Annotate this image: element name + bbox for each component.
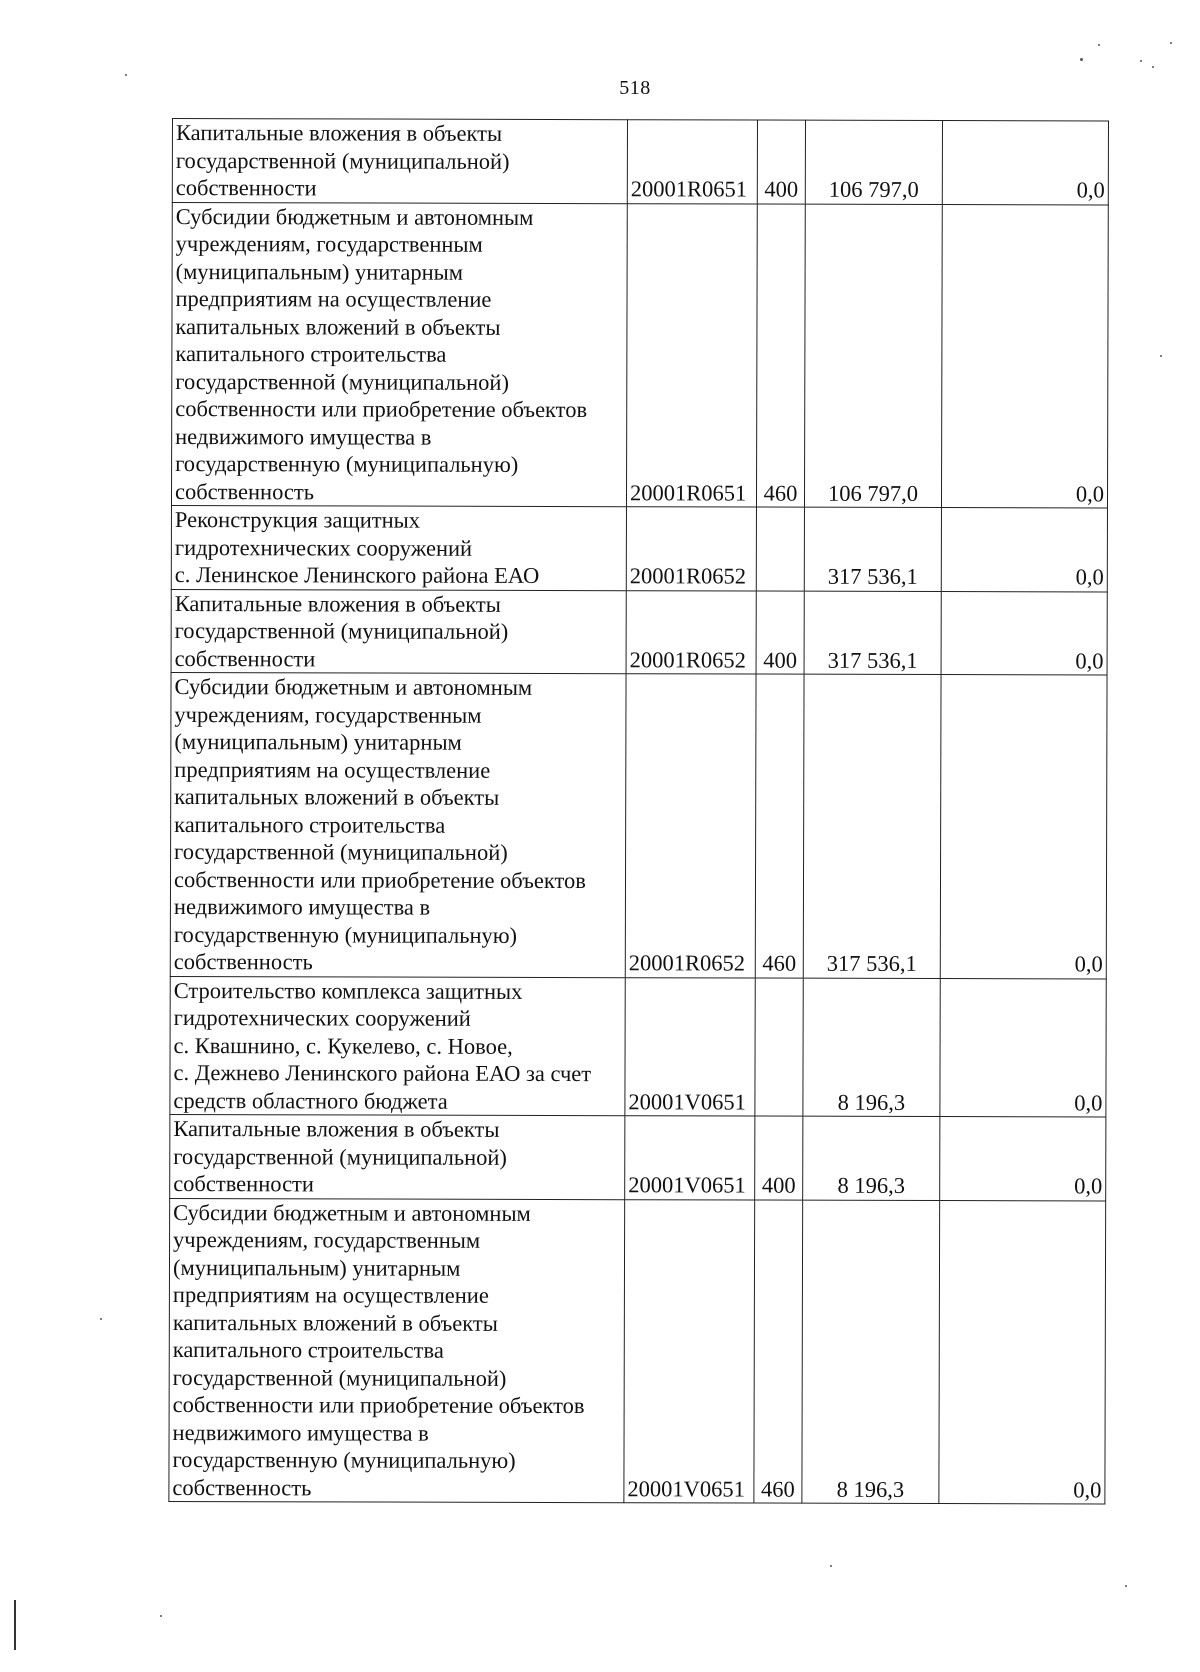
row-name-line: Субсидии бюджетным и автономным — [173, 1199, 531, 1226]
table-row — [170, 976, 1106, 1117]
table-row — [170, 1114, 1106, 1200]
budget-table-body — [169, 119, 1109, 1504]
row-name-cell — [171, 589, 626, 674]
amount-year-two: 0,0 — [941, 591, 1107, 675]
row-name-line: собственности — [175, 175, 317, 201]
row-name-line: Строительство комплекса защитных — [173, 977, 523, 1004]
row-name-cell — [169, 1198, 625, 1503]
amount-year-two: 0,0 — [942, 121, 1108, 205]
row-name-cell — [170, 1114, 625, 1199]
table-row — [169, 1198, 1106, 1504]
scan-speck — [1152, 66, 1154, 68]
row-name-line: капитальных вложений в объекты — [172, 1309, 498, 1336]
row-name-line: с. Дежнево Ленинского района ЕАО за счет — [173, 1060, 592, 1087]
row-name-cell — [172, 119, 627, 204]
expense-type-code: 400 — [755, 1116, 803, 1200]
table-row — [171, 589, 1107, 675]
row-name-line: государственной (муниципальной) — [174, 618, 509, 644]
scan-speck — [1140, 60, 1142, 62]
row-name-line: учреждениям, государственным — [174, 701, 482, 728]
target-article-code: 20001R0652 — [625, 674, 756, 978]
expense-type-code: 460 — [754, 1200, 803, 1504]
row-name-cell — [170, 976, 625, 1116]
row-name-line: государственной (муниципальной) — [172, 1364, 507, 1391]
row-name-line: гидротехнических сооружений — [174, 534, 473, 561]
row-name-line: собственности или приобретение объектов — [172, 1392, 585, 1419]
row-name-line: капитальных вложений в объекты — [175, 313, 501, 340]
expense-type-code: 460 — [755, 674, 804, 978]
row-name-line: предприятиям на осуществление — [172, 1282, 489, 1308]
row-name-line: государственную (муниципальную) — [175, 451, 519, 477]
scan-edge-mark — [14, 1600, 16, 1650]
target-article-code: 20001V0651 — [625, 977, 755, 1116]
row-name-line: собственность — [173, 949, 313, 975]
row-name-line: капитального строительства — [172, 1337, 444, 1363]
row-name-line: предприятиям на осуществление — [175, 286, 492, 312]
row-name-line: капитальных вложений в объекты — [174, 784, 500, 810]
amount-year-one: 8 196,3 — [802, 1200, 940, 1504]
amount-year-two: 0,0 — [940, 978, 1106, 1117]
row-name-line: (муниципальным) унитарным — [174, 729, 462, 755]
amount-year-two: 0,0 — [939, 1200, 1106, 1504]
expense-type-code — [756, 507, 804, 591]
row-name-line: (муниципальным) унитарным — [175, 258, 464, 285]
amount-year-one: 317 536,1 — [803, 674, 941, 978]
target-article-code: 20001V0651 — [625, 1116, 755, 1200]
row-name-line: Субсидии бюджетным и автономным — [175, 203, 534, 230]
amount-year-one: 106 797,0 — [804, 204, 942, 508]
scan-speck — [1125, 1585, 1127, 1587]
target-article-code: 20001R0651 — [626, 203, 757, 507]
budget-table — [168, 118, 1109, 1504]
row-name-line: предприятиям на осуществление — [174, 756, 491, 783]
target-article-code: 20001V0651 — [624, 1199, 755, 1503]
row-name-line: недвижимого имущества в — [175, 423, 432, 450]
row-name-line: учреждениям, государственным — [173, 1227, 481, 1253]
scan-speck — [1098, 44, 1100, 46]
row-name-line: (муниципальным) унитарным — [172, 1254, 461, 1281]
row-name-line: государственной (муниципальной) — [175, 368, 510, 395]
row-name-line: Капитальные вложения в объекты — [174, 590, 501, 617]
budget-table-sheet — [168, 118, 1108, 1504]
row-name-line: учреждениям, государственным — [175, 231, 483, 257]
amount-year-two: 0,0 — [941, 508, 1107, 592]
row-name-line: собственности — [174, 645, 316, 671]
scan-speck — [1080, 58, 1083, 61]
expense-type-code: 460 — [756, 204, 805, 508]
amount-year-two: 0,0 — [940, 1117, 1106, 1201]
scan-speck — [830, 1565, 832, 1567]
row-name-line: недвижимого имущества в — [172, 1419, 429, 1446]
row-name-line: гидротехнических сооружений — [173, 1005, 471, 1031]
table-row — [172, 119, 1108, 205]
amount-year-one: 317 536,1 — [804, 591, 941, 675]
row-name-line: средств областного бюджета — [173, 1087, 448, 1114]
row-name-line: государственную (муниципальную) — [173, 921, 518, 948]
target-article-code: 20001R0652 — [626, 507, 756, 591]
row-name-line: с. Ленинское Ленинского района ЕАО — [174, 562, 540, 588]
target-article-code: 20001R0652 — [626, 590, 756, 674]
row-name-line: Субсидии бюджетным и автономным — [174, 674, 533, 700]
amount-year-one: 317 536,1 — [804, 507, 941, 591]
row-name-line: недвижимого имущества в — [173, 894, 431, 920]
row-name-line: собственности или приобретение объектов — [173, 866, 586, 893]
row-name-cell — [171, 505, 626, 590]
row-name-cell — [170, 672, 626, 977]
row-name-line: собственности или приобретение объектов — [175, 396, 588, 423]
amount-year-one: 106 797,0 — [805, 120, 942, 204]
scan-speck — [160, 1615, 162, 1617]
scan-speck — [100, 1318, 102, 1320]
expense-type-code — [755, 978, 803, 1117]
row-name-line: Реконструкция защитных — [174, 507, 421, 533]
scan-speck — [1170, 42, 1172, 44]
table-row — [171, 505, 1107, 591]
amount-year-two: 0,0 — [940, 675, 1107, 979]
amount-year-one: 8 196,3 — [803, 978, 940, 1117]
row-name-line: собственности — [173, 1171, 314, 1197]
scan-speck — [125, 74, 127, 76]
row-name-line: государственной (муниципальной) — [174, 839, 508, 865]
table-row — [171, 202, 1108, 508]
row-name-line: государственную (муниципальную) — [172, 1447, 516, 1473]
row-name-line: Капитальные вложения в объекты — [173, 1116, 500, 1142]
page-number: 518 — [619, 77, 651, 99]
row-name-cell — [171, 202, 627, 507]
table-row — [170, 672, 1107, 978]
row-name-line: собственность — [172, 1474, 312, 1500]
expense-type-code: 400 — [756, 591, 804, 675]
row-name-line: капитального строительства — [174, 811, 446, 838]
scan-speck — [1160, 355, 1162, 357]
row-name-line: собственность — [174, 478, 315, 504]
expense-type-code: 400 — [757, 120, 805, 204]
row-name-line: капитального строительства — [175, 341, 447, 367]
row-name-line: Капитальные вложения в объекты — [175, 120, 503, 146]
row-name-line: государственной (муниципальной) — [175, 147, 510, 174]
amount-year-two: 0,0 — [941, 204, 1108, 508]
target-article-code: 20001R0651 — [627, 120, 757, 204]
row-name-line: государственной (муниципальной) — [173, 1143, 507, 1170]
row-name-line: с. Квашнино, с. Кукелево, с. Новое, — [173, 1032, 513, 1059]
amount-year-one: 8 196,3 — [803, 1116, 940, 1200]
